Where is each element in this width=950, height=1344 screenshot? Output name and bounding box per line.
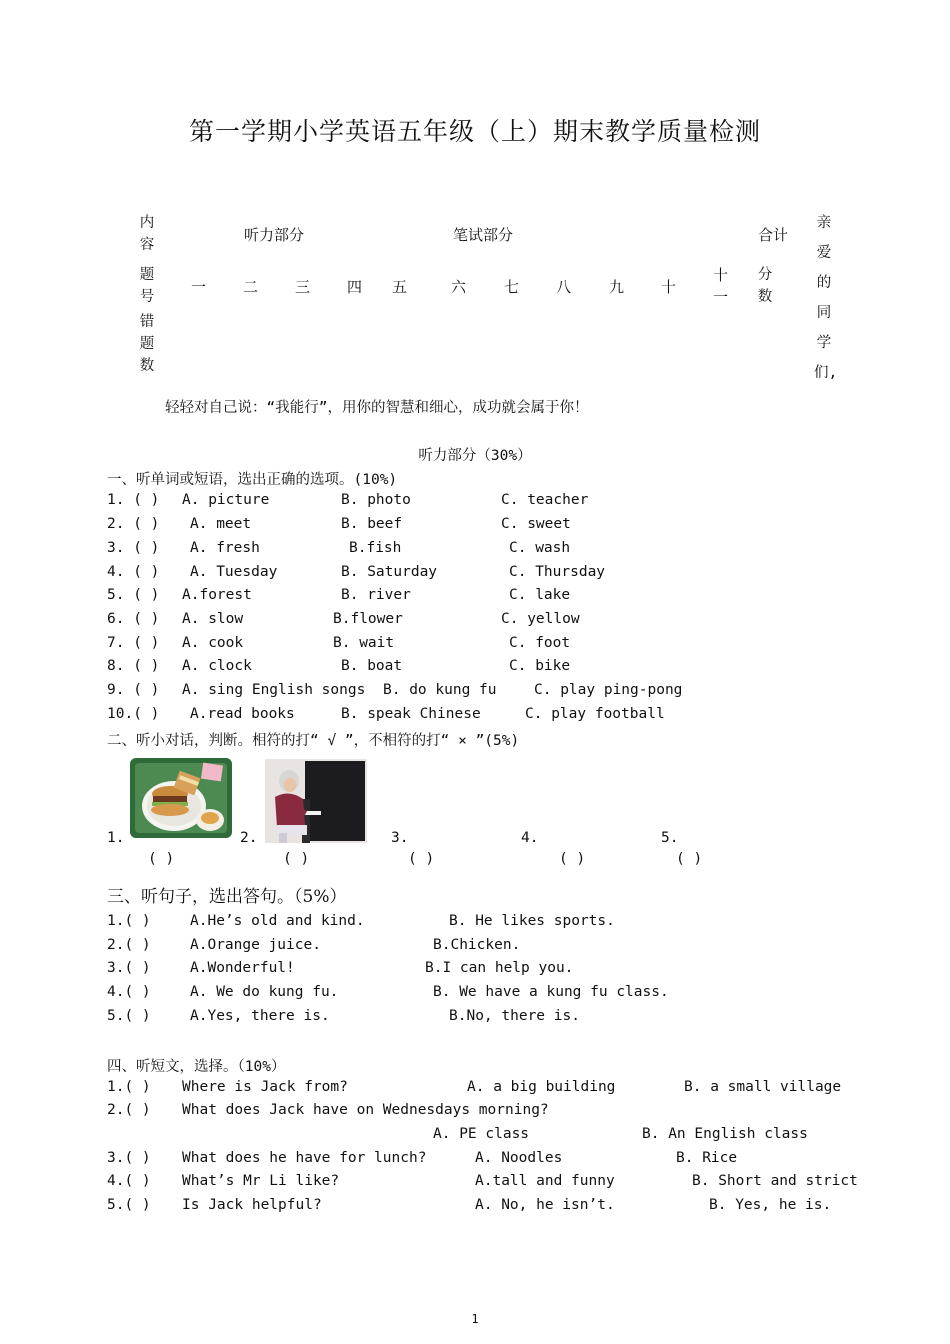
answer-blank[interactable]: ( ): [676, 851, 703, 867]
page-number: 1: [471, 1312, 479, 1326]
question-number: 四: [347, 278, 363, 296]
option-b: B. An English class: [642, 1126, 808, 1142]
question-number: 八: [556, 278, 572, 296]
header-writing: 笔试部分: [453, 226, 514, 244]
question-number: 一: [191, 278, 207, 296]
picture-label: 2.: [240, 830, 258, 846]
option-b: B.Chicken.: [433, 937, 521, 953]
option-a: A.tall and funny: [475, 1173, 615, 1189]
answer-blank[interactable]: ( ): [148, 851, 175, 867]
question-number-eleven-top: 十: [713, 266, 729, 284]
answer-blank[interactable]: ( ): [408, 851, 435, 867]
question-number: 2. ( ): [107, 516, 160, 532]
option-c: C. play football: [525, 706, 665, 722]
option-a: A.forest: [182, 587, 252, 603]
question-number: 6. ( ): [107, 611, 160, 627]
question-number: 3. ( ): [107, 540, 160, 556]
option-a: A. meet: [190, 516, 252, 532]
question-number: 1.( ): [107, 1079, 151, 1095]
option-b: B. beef: [341, 516, 403, 532]
row-label-content: 内容: [139, 215, 155, 253]
option-c: C. wash: [509, 540, 571, 556]
question-number: 8. ( ): [107, 658, 160, 674]
burger-meal-picture: [126, 754, 236, 842]
question-number: 10.( ): [107, 706, 160, 722]
option-b: B. He likes sports.: [449, 913, 615, 929]
option-a: A. picture: [182, 492, 270, 508]
question-number: 三: [295, 278, 311, 296]
question-number-eleven-bottom: 一: [713, 288, 729, 306]
option-c: C. bike: [509, 658, 571, 674]
section3-heading: 三、听句子，选出答句。（5%）: [107, 887, 347, 907]
burger-meal-icon: [126, 754, 236, 842]
piano-player-picture: [265, 759, 367, 843]
option-c: C. yellow: [501, 611, 580, 627]
question-number: 3.( ): [107, 1150, 151, 1166]
question-number: 二: [243, 278, 259, 296]
option-a: A. sing English songs: [182, 682, 366, 698]
option-c: C. foot: [509, 635, 571, 651]
question-number: 七: [504, 278, 520, 296]
question-number: 2.( ): [107, 937, 151, 953]
option-b: B. Rice: [676, 1150, 738, 1166]
question-number: 1. ( ): [107, 492, 160, 508]
option-b: B. Saturday: [341, 564, 438, 580]
question-number: 1.( ): [107, 913, 151, 929]
question-text: What does he have for lunch?: [182, 1150, 427, 1166]
question-number: 4.( ): [107, 984, 151, 1000]
option-b: B. We have a kung fu class.: [433, 984, 669, 1000]
option-c: C. teacher: [501, 492, 589, 508]
question-number: 9. ( ): [107, 682, 160, 698]
option-a: A. Tuesday: [190, 564, 278, 580]
option-c: C. sweet: [501, 516, 571, 532]
listening-heading: 听力部分（30%）: [418, 448, 532, 464]
section1-heading: 一、听单词或短语，选出正确的选项。(10%): [107, 472, 398, 488]
question-number: 2.( ): [107, 1102, 151, 1118]
picture-label: 4.: [521, 830, 539, 846]
option-b: B.I can help you.: [425, 960, 574, 976]
question-number: 九: [609, 278, 625, 296]
option-a: A. fresh: [190, 540, 260, 556]
header-total: 合计: [758, 226, 789, 244]
option-a: A.read books: [190, 706, 295, 722]
question-number: 十: [661, 278, 677, 296]
question-number: 5.( ): [107, 1197, 151, 1213]
option-a: A. Noodles: [475, 1150, 563, 1166]
encouragement-text: 轻轻对自己说：“我能行”，用你的智慧和细心，成功就会属于你！: [165, 400, 589, 416]
section2-heading: 二、听小对话，判断。相符的打“ √ ”，不相符的打“ × ”(5%): [107, 733, 520, 749]
option-a: A. cook: [182, 635, 244, 651]
option-a: A. PE class: [433, 1126, 530, 1142]
answer-blank[interactable]: ( ): [559, 851, 586, 867]
option-a: A.He’s old and kind.: [190, 913, 365, 929]
option-b: B. a small village: [684, 1079, 842, 1095]
question-number: 5.( ): [107, 1008, 151, 1024]
option-a: A.Wonderful!: [190, 960, 295, 976]
option-b: B. Yes, he is.: [709, 1197, 832, 1213]
answer-blank[interactable]: ( ): [283, 851, 310, 867]
score-label: 分数: [757, 267, 773, 305]
question-number: 3.( ): [107, 960, 151, 976]
option-b: B.fish: [349, 540, 402, 556]
option-b: B.flower: [333, 611, 403, 627]
question-number: 五: [392, 278, 408, 296]
option-b: B. Short and strict: [692, 1173, 858, 1189]
option-b: B. river: [341, 587, 411, 603]
page-title: 第一学期小学英语五年级（上）期末教学质量检测: [188, 117, 761, 146]
option-b: B. speak Chinese: [341, 706, 481, 722]
option-a: A.Orange juice.: [190, 937, 321, 953]
side-note: 亲爱的同学们,: [814, 215, 838, 381]
picture-label: 3.: [391, 830, 409, 846]
option-b: B. photo: [341, 492, 411, 508]
option-c: C. lake: [509, 587, 571, 603]
option-a: A. slow: [182, 611, 244, 627]
option-a: A. clock: [182, 658, 252, 674]
header-listening: 听力部分: [244, 226, 305, 244]
option-a: A.Yes, there is.: [190, 1008, 330, 1024]
section4-heading: 四、听短文，选择。（10%）: [107, 1059, 286, 1075]
option-b: B. boat: [341, 658, 403, 674]
option-b: B. wait: [333, 635, 395, 651]
piano-player-icon: [265, 759, 367, 843]
row-label-wrong: 错题数: [139, 314, 155, 374]
option-a: A. a big building: [467, 1079, 616, 1095]
picture-label: 1.: [107, 830, 125, 846]
option-b: B.No, there is.: [449, 1008, 580, 1024]
question-text: What does Jack have on Wednesdays morning?: [182, 1102, 549, 1118]
question-number: 六: [451, 278, 467, 296]
question-number: 4. ( ): [107, 564, 160, 580]
option-c: C. play ping-pong: [534, 682, 683, 698]
question-number: 7. ( ): [107, 635, 160, 651]
question-number: 4.( ): [107, 1173, 151, 1189]
option-b: B. do kung fu: [383, 682, 497, 698]
question-text: Where is Jack from?: [182, 1079, 348, 1095]
question-text: Is Jack helpful?: [182, 1197, 322, 1213]
option-a: A. No, he isn’t.: [475, 1197, 615, 1213]
picture-label: 5.: [661, 830, 679, 846]
option-a: A. We do kung fu.: [190, 984, 339, 1000]
option-c: C. Thursday: [509, 564, 606, 580]
row-label-number: 题号: [139, 267, 155, 305]
question-text: What’s Mr Li like?: [182, 1173, 340, 1189]
question-number: 5. ( ): [107, 587, 160, 603]
